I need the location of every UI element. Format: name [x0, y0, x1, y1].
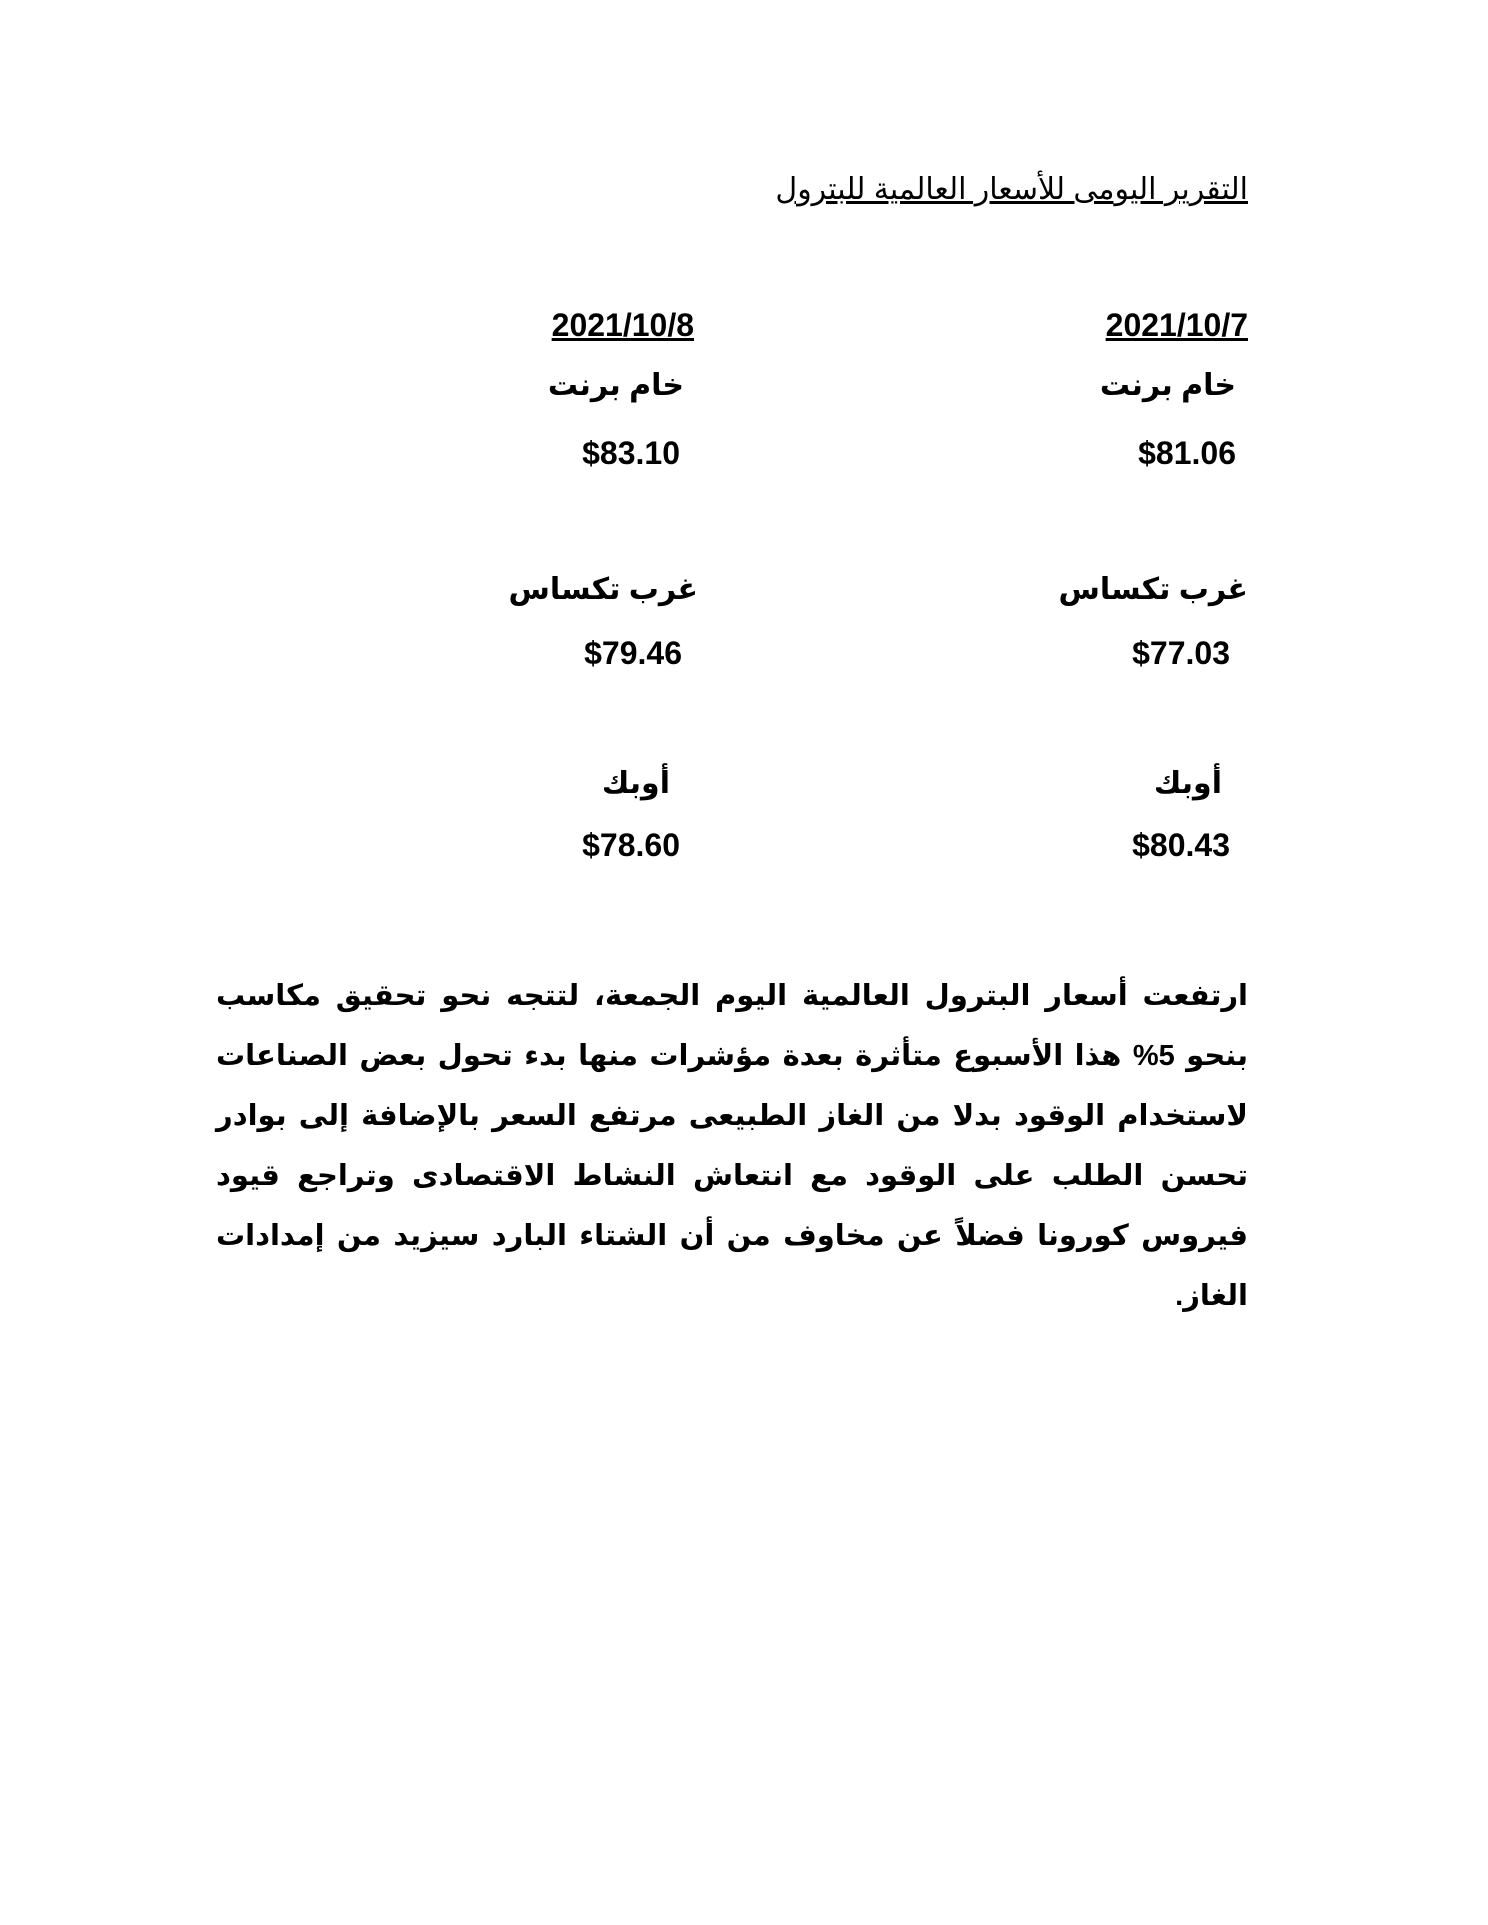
opec-label-oct-7: أوبك [1153, 767, 1222, 800]
date-header-oct-7: 2021/10/7 [1105, 307, 1248, 343]
report-title: التقرير اليومى للأسعار العالمية للبترول [775, 173, 1248, 206]
brent-price-oct-8: $83.10 [582, 435, 680, 471]
report-paragraph: ارتفعت أسعار البترول العالمية اليوم الجمعة، لتتجه نحو تحقيق مكاسب بنحو 5% هذا الأسبوع متأثرة بعدة مؤشرات منها بدء تحول بعض الصناعات لاستخدام الوقود بدلا من الغاز الطبيعى مرتفع السعر بالإضافة إلى بوادر تحسن الطلب على الوقود مع انتعاش النشاط الاقتصادى وتراجع قيود فيروس كورونا فضلاً عن مخاوف من أن الشتاء البارد سيزيد من إمدادات الغاز. [216, 980, 1248, 1312]
date-header-oct-8: 2021/10/8 [551, 307, 694, 343]
brent-label-oct-7: خام برنت [1099, 369, 1236, 402]
brent-label-oct-8: خام برنت [547, 369, 684, 402]
wti-price-oct-8: $79.46 [584, 635, 682, 671]
wti-price-oct-7: $77.03 [1132, 635, 1230, 671]
wti-label-oct-8: غرب تكساس [508, 573, 698, 606]
opec-label-oct-8: أوبك [601, 767, 670, 800]
opec-price-oct-7: $80.43 [1132, 827, 1230, 863]
brent-price-oct-7: $81.06 [1138, 435, 1236, 471]
wti-label-oct-7: غرب تكساس [1058, 573, 1248, 606]
opec-price-oct-8: $78.60 [582, 827, 680, 863]
